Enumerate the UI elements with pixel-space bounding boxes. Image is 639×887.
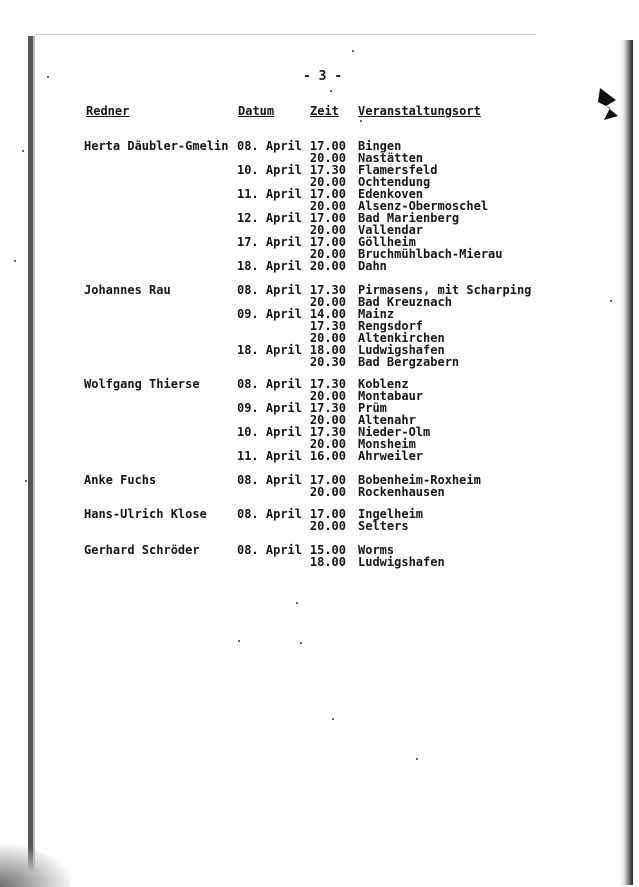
row-26-date: 08. April xyxy=(236,473,302,487)
row-9-time: 17.00 xyxy=(309,235,346,249)
row-30-venue: Worms xyxy=(358,543,395,557)
scan-edge-left-shadow xyxy=(33,36,35,881)
row-16-time: 20.00 xyxy=(309,331,346,345)
row-29-time: 20.00 xyxy=(309,519,346,533)
row-1-date: 08. April xyxy=(236,139,302,153)
header-time: Zeit xyxy=(310,104,339,118)
row-15-venue: Rengsdorf xyxy=(358,319,424,333)
row-3-venue: Flamersfeld xyxy=(358,163,438,177)
scan-corner-shadow xyxy=(0,845,70,887)
row-19-speaker: Wolfgang Thierse xyxy=(84,377,200,391)
row-2-time: 20.00 xyxy=(309,151,346,165)
row-3-time: 17.30 xyxy=(309,163,346,177)
scan-edge-right xyxy=(619,40,633,885)
row-2-venue: Nastätten xyxy=(358,151,424,165)
row-17-date: 18. April xyxy=(236,343,302,357)
row-28-venue: Ingelheim xyxy=(358,507,424,521)
row-1-speaker: Herta Däubler-Gmelin xyxy=(84,139,229,153)
row-8-venue: Vallendar xyxy=(358,223,424,237)
row-11-time: 20.00 xyxy=(309,259,346,273)
scan-speck xyxy=(300,642,302,644)
row-19-time: 17.30 xyxy=(309,377,346,391)
scan-speck xyxy=(330,90,332,92)
scan-speck xyxy=(22,150,24,152)
row-18-time: 20.30 xyxy=(309,355,346,369)
row-17-time: 18.00 xyxy=(309,343,346,357)
row-24-time: 20.00 xyxy=(309,437,346,451)
scan-mark-icon xyxy=(596,86,626,122)
row-11-date: 18. April xyxy=(236,259,302,273)
row-18-venue: Bad Bergzabern xyxy=(358,355,460,369)
row-20-venue: Montabaur xyxy=(358,389,424,403)
row-9-date: 17. April xyxy=(236,235,302,249)
row-28-speaker: Hans-Ulrich Klose xyxy=(84,507,207,521)
row-26-venue: Bobenheim-Roxheim xyxy=(358,473,481,487)
row-23-date: 10. April xyxy=(236,425,302,439)
row-14-venue: Mainz xyxy=(358,307,395,321)
scan-speck xyxy=(332,718,334,720)
row-15-time: 17.30 xyxy=(309,319,346,333)
row-12-date: 08. April xyxy=(236,283,302,297)
row-22-venue: Altenahr xyxy=(358,413,416,427)
row-28-date: 08. April xyxy=(236,507,302,521)
row-30-speaker: Gerhard Schröder xyxy=(84,543,200,557)
scan-speck xyxy=(360,120,362,122)
row-30-date: 08. April xyxy=(236,543,302,557)
row-20-time: 20.00 xyxy=(309,389,346,403)
scan-speck xyxy=(14,260,16,262)
row-26-time: 17.00 xyxy=(309,473,346,487)
scan-speck xyxy=(416,758,418,760)
row-28-time: 17.00 xyxy=(309,507,346,521)
row-30-time: 15.00 xyxy=(309,543,346,557)
row-21-time: 17.30 xyxy=(309,401,346,415)
row-25-date: 11. April xyxy=(236,449,302,463)
row-26-speaker: Anke Fuchs xyxy=(84,473,157,487)
row-24-venue: Monsheim xyxy=(358,437,416,451)
row-1-venue: Bingen xyxy=(358,139,402,153)
row-9-venue: Göllheim xyxy=(358,235,416,249)
row-16-venue: Altenkirchen xyxy=(358,331,445,345)
header-speaker: Redner xyxy=(86,104,130,118)
row-10-time: 20.00 xyxy=(309,247,346,261)
scan-speck xyxy=(47,76,49,78)
scan-speck xyxy=(352,50,354,52)
row-12-venue: Pirmasens, mit Scharping xyxy=(358,283,532,297)
row-5-venue: Edenkoven xyxy=(358,187,424,201)
row-29-venue: Selters xyxy=(358,519,409,533)
row-3-date: 10. April xyxy=(236,163,302,177)
row-7-date: 12. April xyxy=(236,211,302,225)
row-13-time: 20.00 xyxy=(309,295,346,309)
row-17-venue: Ludwigshafen xyxy=(358,343,445,357)
row-14-time: 14.00 xyxy=(309,307,346,321)
row-19-date: 08. April xyxy=(236,377,302,391)
row-25-time: 16.00 xyxy=(309,449,346,463)
row-6-time: 20.00 xyxy=(309,199,346,213)
row-7-time: 17.00 xyxy=(309,211,346,225)
row-5-date: 11. April xyxy=(236,187,302,201)
row-31-time: 18.00 xyxy=(309,555,346,569)
page-number: - 3 - xyxy=(303,69,343,84)
row-8-time: 20.00 xyxy=(309,223,346,237)
row-12-time: 17.30 xyxy=(309,283,346,297)
row-6-venue: Alsenz-Obermoschel xyxy=(358,199,489,213)
scan-speck xyxy=(610,300,612,302)
row-13-venue: Bad Kreuznach xyxy=(358,295,452,309)
row-31-venue: Ludwigshafen xyxy=(358,555,445,569)
row-27-time: 20.00 xyxy=(309,485,346,499)
row-4-venue: Ochtendung xyxy=(358,175,431,189)
row-23-venue: Nieder-Olm xyxy=(358,425,431,439)
row-21-date: 09. April xyxy=(236,401,302,415)
header-date: Datum xyxy=(238,104,275,118)
row-11-venue: Dahn xyxy=(358,259,387,273)
row-10-venue: Bruchmühlbach-Mierau xyxy=(358,247,503,261)
row-7-venue: Bad Marienberg xyxy=(358,211,460,225)
scan-speck xyxy=(296,602,298,604)
row-27-venue: Rockenhausen xyxy=(358,485,445,499)
row-25-venue: Ahrweiler xyxy=(358,449,424,463)
scan-speck xyxy=(238,640,240,642)
row-12-speaker: Johannes Rau xyxy=(84,283,171,297)
row-5-time: 17.00 xyxy=(309,187,346,201)
scan-speck xyxy=(25,480,27,482)
row-4-time: 20.00 xyxy=(309,175,346,189)
row-1-time: 17.00 xyxy=(309,139,346,153)
row-19-venue: Koblenz xyxy=(358,377,409,391)
row-14-date: 09. April xyxy=(236,307,302,321)
scan-edge-top xyxy=(36,34,536,35)
header-venue: Veranstaltungsort xyxy=(358,104,481,118)
row-23-time: 17.30 xyxy=(309,425,346,439)
row-21-venue: Prüm xyxy=(358,401,387,415)
row-22-time: 20.00 xyxy=(309,413,346,427)
